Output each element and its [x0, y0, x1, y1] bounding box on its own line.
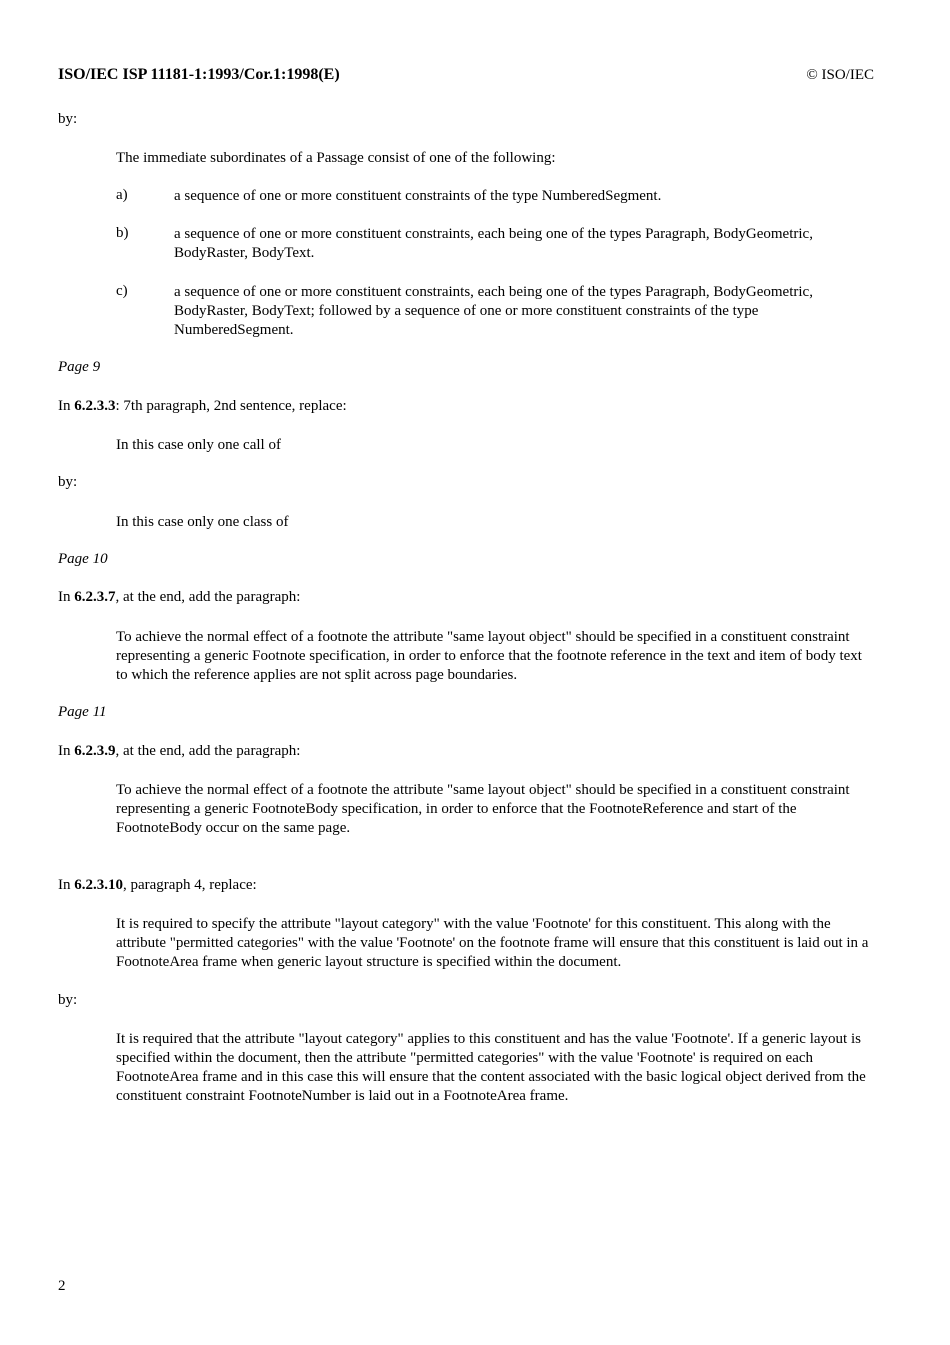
original-text: It is required to specify the attribute "layout category" with the value 'Footnote' for this constituent. This along with the attribute "permitted categories" with the value 'Footnote' on the footnote frame will ensure that this constituent is laid out in a FootnoteArea frame when generic layout structure is specified within the document. [116, 916, 869, 970]
page-reference: Page 9 [58, 359, 101, 375]
list-item-text: a sequence of one or more constituent constraints, each being one of the types Paragraph, BodyGeometric, BodyRaster, BodyText. [174, 226, 813, 261]
list-item-label: b) [116, 225, 129, 241]
by-label: by: [58, 111, 78, 127]
amendment-instruction: In 6.2.3.10, paragraph 4, replace: [58, 877, 257, 893]
page-reference: Page 11 [58, 704, 107, 720]
list-item-label: c) [116, 283, 128, 299]
list-item-text: a sequence of one or more constituent constraints, each being one of the types Paragraph, BodyGeometric, BodyRaster, BodyText; followed by a sequence of one or more constituent constraints of the type NumberedSegment. [174, 284, 813, 338]
clause-number: 6.2.3.9 [74, 743, 116, 759]
passage-intro: The immediate subordinates of a Passage consist of one of the following: [116, 150, 556, 166]
page-number: 2 [58, 1278, 66, 1294]
added-paragraph: To achieve the normal effect of a footnote the attribute "same layout object" should be specified in a constituent constraint representing a generic Footnote specification, in order to enforce that the footnote reference in the text and item of body text to which the reference applies are not split across page boundaries. [116, 629, 862, 683]
document-header-title: ISO/IEC ISP 11181-1:1993/Cor.1:1998(E) [58, 66, 340, 83]
clause-number: 6.2.3.10 [74, 877, 123, 893]
amendment-instruction: In 6.2.3.9, at the end, add the paragraph: [58, 743, 301, 759]
amendment-instruction: In 6.2.3.3: 7th paragraph, 2nd sentence, replace: [58, 398, 347, 414]
by-label: by: [58, 474, 78, 490]
clause-number: 6.2.3.3 [74, 398, 116, 414]
replacement-text: It is required that the attribute "layout category" applies to this constituent and has the value 'Footnote'. If a generic layout is specified within the document, then the attribute "permitted categories" with the value 'Footnote' is required on each FootnoteArea frame and in this case this will ensure that the content associated with the basic logical object derived from the constituent constraint FootnoteNumber is laid out in a FootnoteArea frame. [116, 1031, 866, 1104]
list-item-text: a sequence of one or more constituent constraints of the type NumberedSegment. [174, 188, 662, 204]
copyright-notice: © ISO/IEC [806, 67, 874, 83]
page-reference: Page 10 [58, 551, 108, 567]
replacement-text: In this case only one class of [116, 514, 289, 530]
clause-number: 6.2.3.7 [74, 589, 116, 605]
amendment-instruction: In 6.2.3.7, at the end, add the paragraph: [58, 589, 301, 605]
added-paragraph: To achieve the normal effect of a footnote the attribute "same layout object" should be specified in a constituent constraint representing a generic FootnoteBody specification, in order to enforce that the FootnoteReference and start of the FootnoteBody occur on the same page. [116, 782, 850, 836]
original-text: In this case only one call of [116, 437, 281, 453]
by-label: by: [58, 992, 78, 1008]
list-item-label: a) [116, 187, 128, 203]
